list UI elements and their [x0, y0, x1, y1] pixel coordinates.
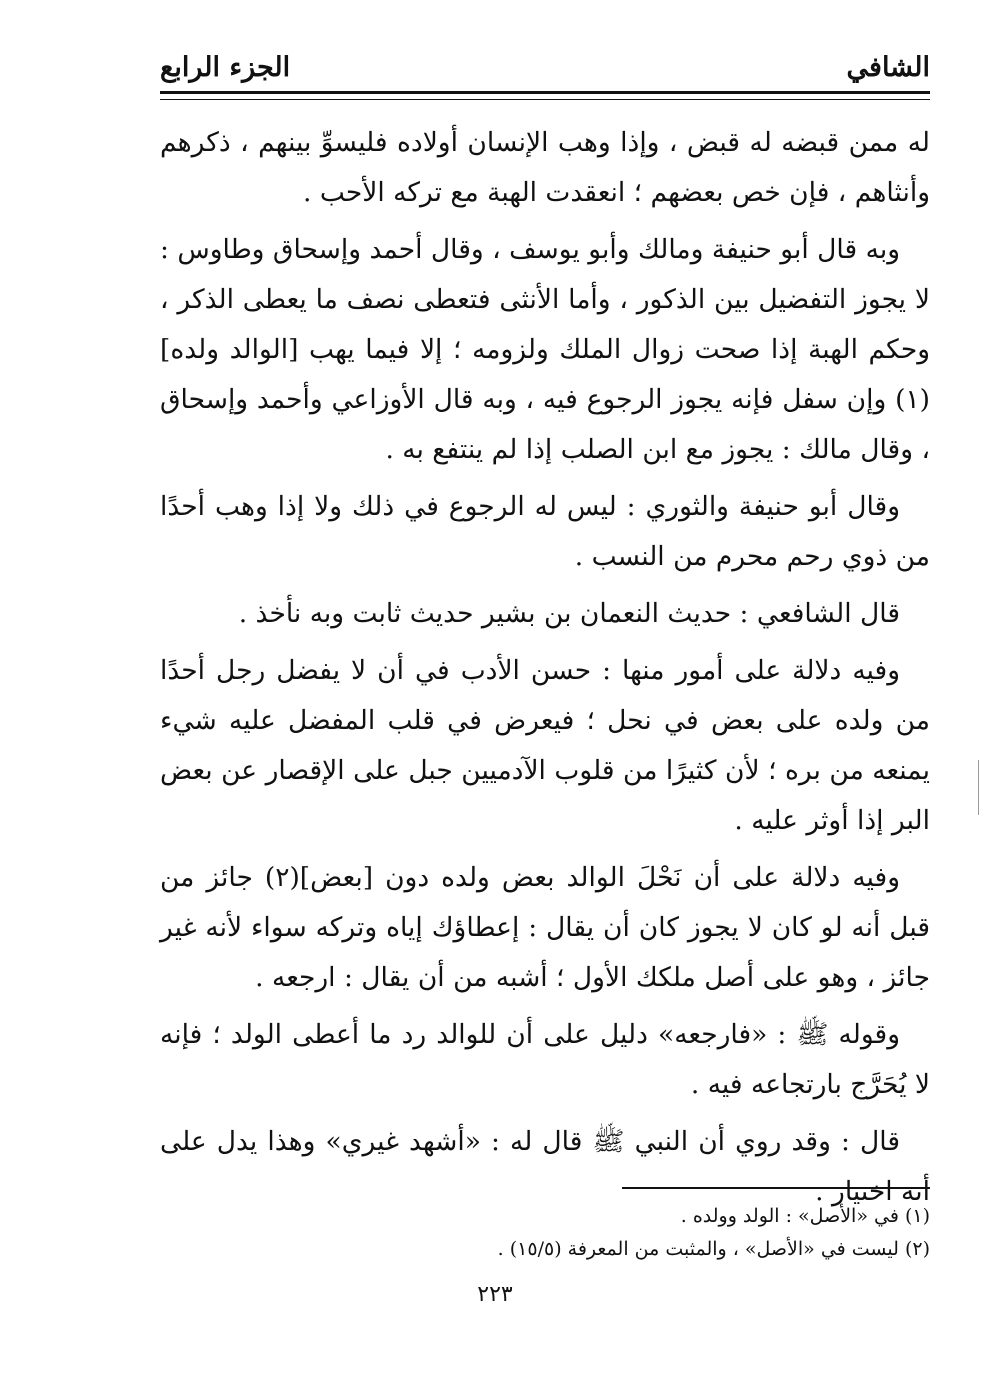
paragraph-7: وقوله ﷺ : «فارجعه» دليل على أن للوالد رد ما أعطى الولد ؛ فإنه لا يُحَرَّج بارتجاعه فيه .: [160, 1019, 930, 1100]
page-number: ٢٢٣: [477, 1282, 513, 1307]
paragraph-3: وقال أبو حنيفة والثوري : ليس له الرجوع في ذلك ولا إذا وهب أحدًا من ذوي رحم محرم من النسب .: [160, 491, 930, 572]
header-rule-thin: [160, 99, 930, 100]
book-title: الشافي: [846, 52, 930, 83]
main-text: [160, 118, 930, 1224]
footnote-2: (٢) ليست في «الأصل» ، والمثبت من المعرفة (١٥/٥) .: [497, 1238, 930, 1260]
footnote-separator: [622, 1187, 930, 1189]
footnote-1: (١) في «الأصل» : الولد وولده .: [680, 1205, 930, 1227]
paragraph-8: قال : وقد روي أن النبي ﷺ قال له : «أشهد غيري» وهذا يدل على أنه اختيار .: [160, 1126, 930, 1207]
paragraph-6: وفيه دلالة على أن نَحْلَ الوالد بعض ولده دون [بعض](٢) جائز من قبل أنه لو كان لا يجوز كان أن يقال : إعطاؤك إياه وتركه سواء لأنه غير جائز ، وهو على أصل ملكك الأول ؛ أشبه من أن يقال : ارجعه .: [160, 862, 930, 993]
volume-part-label: الجزء الرابع: [160, 52, 291, 83]
paragraph-2: وبه قال أبو حنيفة ومالك وأبو يوسف ، وقال أحمد وإسحاق وطاوس : لا يجوز التفضيل بين الذكور ، وأما الأنثى فتعطى نصف ما يعطى الذكر ، وحكم الهبة إذا صحت زوال الملك ولزومه ؛ إلا فيما يهب [الوالد ولده](١) وإن سفل فإنه يجوز الرجوع فيه ، وبه قال الأوزاعي وأحمد وإسحاق ، وقال مالك : يجوز مع ابن الصلب إذا لم ينتفع به .: [160, 234, 930, 465]
paragraph-1: له ممن قبضه له قبض ، وإذا وهب الإنسان أولاده فليسوِّ بينهم ، ذكرهم وأنثاهم ، فإن خص بعضهم ؛ انعقدت الهبة مع تركه الأحب .: [160, 127, 930, 208]
paragraph-5: وفيه دلالة على أمور منها : حسن الأدب في أن لا يفضل رجل أحدًا من ولده على بعض في نحل ؛ فيعرض في قلب المفضل عليه شيء يمنعه من بره ؛ لأن كثيرًا من قلوب الآدميين جبل على الإقصار عن بعض البر إذا أوثر عليه .: [160, 655, 930, 836]
paragraph-4: قال الشافعي : حديث النعمان بن بشير حديث ثابت وبه نأخذ .: [238, 598, 900, 629]
header-rule-thick: [160, 91, 930, 94]
footnotes: [160, 1200, 930, 1266]
scan-edge-mark: [978, 760, 979, 815]
running-header: [160, 44, 930, 94]
